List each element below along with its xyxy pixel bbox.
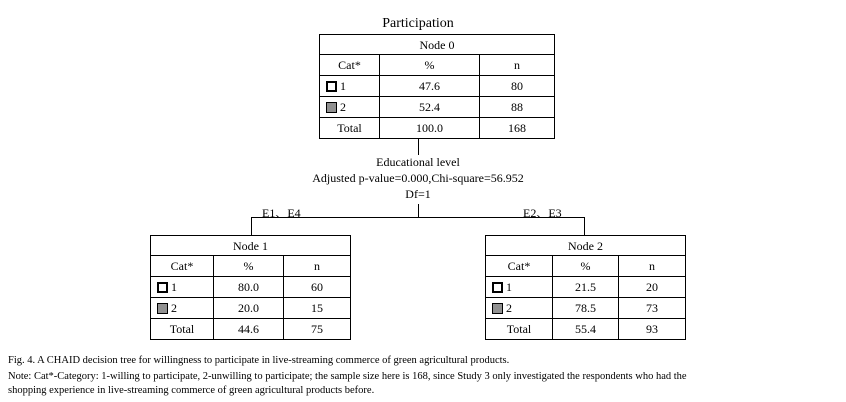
node-2-table <box>485 235 686 340</box>
total-label: Total <box>486 319 553 340</box>
category-label: 1 <box>340 79 346 93</box>
pct-header: % <box>553 256 619 277</box>
total-label: Total <box>320 118 380 139</box>
pct-cell: 20.0 <box>214 298 284 319</box>
pct-cell: 44.6 <box>214 319 284 340</box>
cat-header: Cat* <box>151 256 214 277</box>
node-title: Node 1 <box>151 236 351 256</box>
n-header: n <box>619 256 686 277</box>
cat-header: Cat* <box>486 256 553 277</box>
category-2-swatch <box>326 102 337 113</box>
left-branch-label: E1、E4 <box>262 206 301 220</box>
n-cell: 168 <box>480 118 555 139</box>
table-row <box>151 277 351 298</box>
node-0-table <box>319 34 555 139</box>
category-label: 2 <box>506 301 512 315</box>
total-row <box>320 118 555 139</box>
connector-line <box>584 217 585 235</box>
total-row <box>151 319 351 340</box>
n-cell: 73 <box>619 298 686 319</box>
pct-cell: 80.0 <box>214 277 284 298</box>
total-label: Total <box>151 319 214 340</box>
connector-line <box>251 217 252 235</box>
cat-header: Cat* <box>320 55 380 76</box>
n-cell: 60 <box>284 277 351 298</box>
category-2-swatch <box>492 303 503 314</box>
node-title: Node 0 <box>320 35 555 55</box>
category-1-swatch <box>492 282 503 293</box>
pct-header: % <box>380 55 480 76</box>
pct-cell: 100.0 <box>380 118 480 139</box>
table-row <box>151 298 351 319</box>
n-cell: 15 <box>284 298 351 319</box>
caption-note-continued: shopping experience in live-streaming commerce of green agricultural products before. <box>8 385 375 396</box>
right-branch-label: E2、E3 <box>523 206 562 220</box>
caption-note: Note: Cat*-Category: 1-willing to participate, 2-unwilling to participate; the sample size here is 168, since Study 3 only investigated the respondents who had the <box>8 371 687 382</box>
total-row <box>486 319 686 340</box>
root-label: Participation <box>382 16 454 31</box>
node-1-table <box>150 235 351 340</box>
figure-caption: Fig. 4. A CHAID decision tree for willingness to participate in live-streaming commerce of green agricultural products. <box>8 355 510 366</box>
n-cell: 75 <box>284 319 351 340</box>
category-1-swatch <box>326 81 337 92</box>
n-cell: 20 <box>619 277 686 298</box>
table-row <box>486 298 686 319</box>
split-df: Df=1 <box>405 187 431 201</box>
split-variable: Educational level <box>376 155 460 169</box>
pct-cell: 21.5 <box>553 277 619 298</box>
n-header: n <box>284 256 351 277</box>
pct-cell: 78.5 <box>553 298 619 319</box>
category-label: 2 <box>171 301 177 315</box>
split-stats: Adjusted p-value=0.000,Chi-square=56.952 <box>312 171 524 185</box>
table-row <box>320 76 555 97</box>
node-title: Node 2 <box>486 236 686 256</box>
n-cell: 80 <box>480 76 555 97</box>
category-label: 2 <box>340 100 346 114</box>
pct-cell: 52.4 <box>380 97 480 118</box>
category-label: 1 <box>506 280 512 294</box>
pct-cell: 47.6 <box>380 76 480 97</box>
table-row <box>320 97 555 118</box>
category-2-swatch <box>157 303 168 314</box>
category-1-swatch <box>157 282 168 293</box>
pct-header: % <box>214 256 284 277</box>
n-header: n <box>480 55 555 76</box>
n-cell: 93 <box>619 319 686 340</box>
connector-line <box>418 204 419 217</box>
category-label: 1 <box>171 280 177 294</box>
connector-line <box>418 138 419 155</box>
n-cell: 88 <box>480 97 555 118</box>
pct-cell: 55.4 <box>553 319 619 340</box>
table-row <box>486 277 686 298</box>
